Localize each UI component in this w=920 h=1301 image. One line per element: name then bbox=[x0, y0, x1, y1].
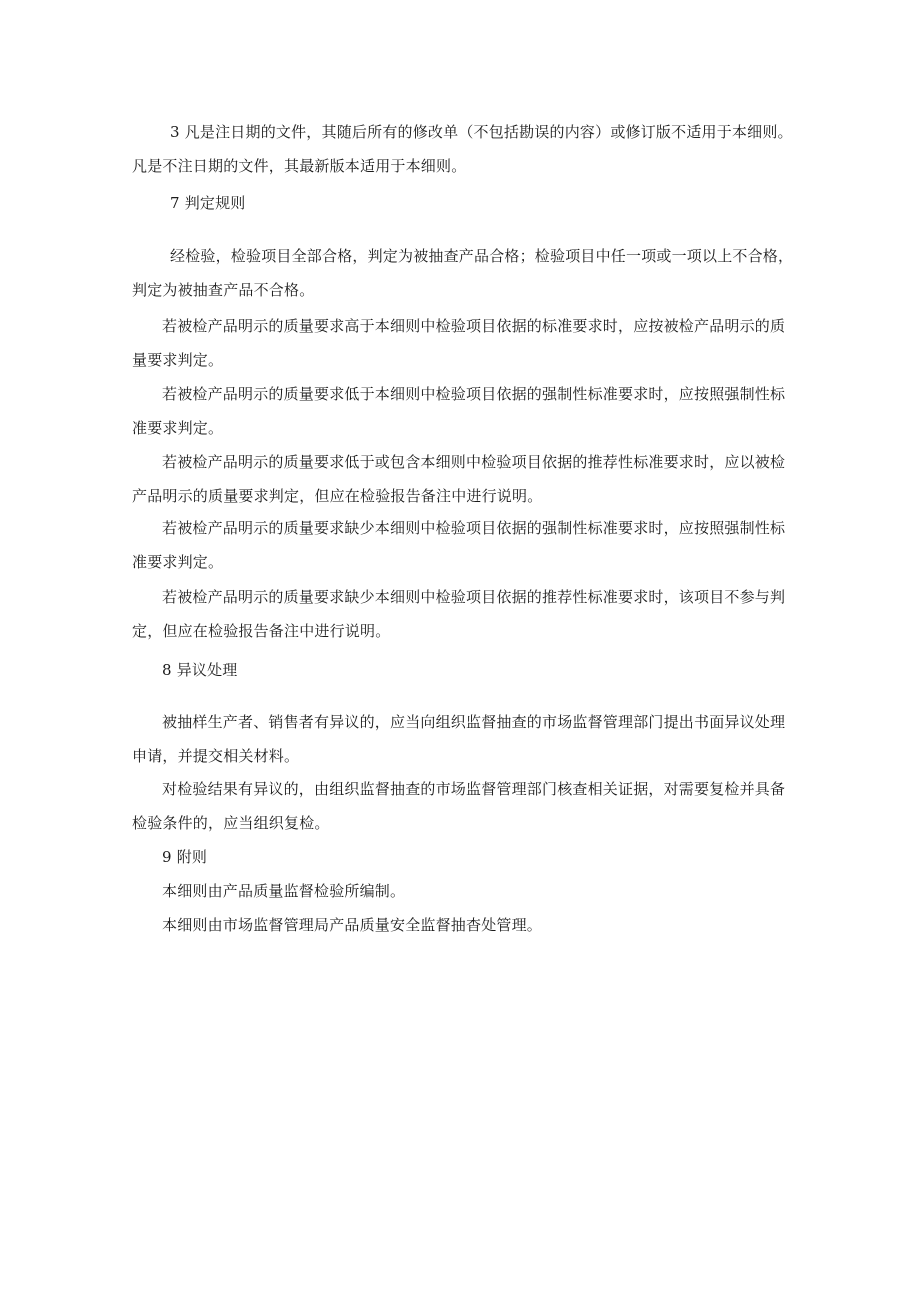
para-7-line-2: 定，但应在检验报告备注中进行说明。 bbox=[132, 622, 391, 640]
para-6-line-2: 准要求判定。 bbox=[132, 553, 224, 571]
para-1-line-2: 凡是不注日期的文件，其最新版本适用于本细则。 bbox=[132, 157, 467, 175]
heading-9: 9 附则 bbox=[162, 848, 208, 866]
para-3-line-2: 量要求判定。 bbox=[132, 351, 224, 369]
para-7-line-1: 若被检产品明示的质量要求缺少本细则中检验项目依据的推荐性标准要求时，该项目不参与判 bbox=[162, 588, 786, 606]
para-11: 本细则由市场监督管理局产品质量安全监督抽杳处管理。 bbox=[162, 916, 543, 934]
para-6-line-1: 若被检产品明示的质量要求缺少本细则中检验项目依据的强制性标准要求时，应按照强制性标 bbox=[162, 519, 786, 537]
para-10: 本细则由产品质量监督检验所编制。 bbox=[162, 882, 406, 900]
para-1-line-1: 3 凡是注日期的文件，其随后所有的修改单（不包括勘误的内容）或修订版不适用于本细则。 bbox=[170, 123, 793, 141]
para-8-line-1: 被抽样生产者、销售者有异议的，应当向组织监督抽查的市场监督管理部门提出书面异议处理 bbox=[162, 713, 786, 731]
para-3-line-1: 若被检产品明示的质量要求高于本细则中检验项目依据的标准要求时，应按被检产品明示的质 bbox=[162, 317, 786, 335]
heading-8: 8 异议处理 bbox=[162, 661, 238, 679]
para-8-line-2: 申请，并提交相关材料。 bbox=[132, 747, 300, 765]
heading-7: 7 判定规则 bbox=[170, 194, 246, 212]
para-2-line-1: 经检验，检验项目全部合格，判定为被抽查产品合格；检验项目中任一项或一项以上不合格， bbox=[170, 247, 794, 265]
para-9-line-2: 检验条件的，应当组织复检。 bbox=[132, 814, 330, 832]
para-5-line-2: 产品明示的质量要求判定，但应在检验报告备注中进行说明。 bbox=[132, 487, 543, 505]
para-2-line-2: 判定为被抽查产品不合格。 bbox=[132, 281, 315, 299]
para-4-line-1: 若被检产品明示的质量要求低于本细则中检验项目依据的强制性标准要求时，应按照强制性标 bbox=[162, 385, 786, 403]
para-9-line-1: 对检验结果有异议的，由组织监督抽查的市场监督管理部门核查相关证据，对需要复检并具备 bbox=[162, 780, 786, 798]
para-4-line-2: 准要求判定。 bbox=[132, 419, 224, 437]
para-5-line-1: 若被检产品明示的质量要求低于或包含本细则中检验项目依据的推荐性标准要求时，应以被检 bbox=[162, 453, 786, 471]
